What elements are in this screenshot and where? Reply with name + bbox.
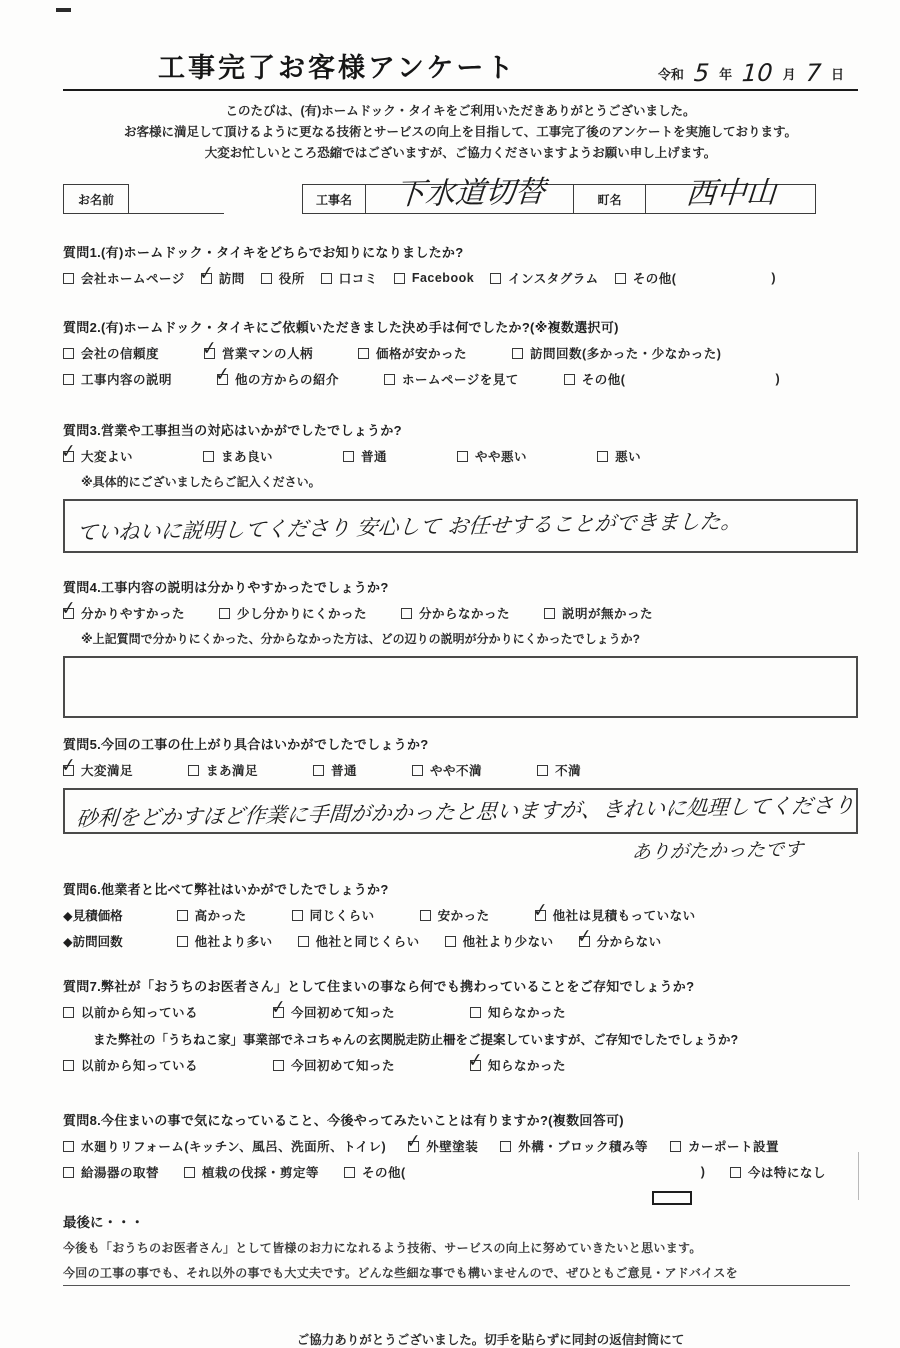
name-input-space[interactable] — [129, 184, 224, 214]
checkmark-icon: ✓ — [60, 439, 77, 463]
option-item — [188, 761, 258, 779]
option-item — [63, 1163, 159, 1181]
option-label: 普通 — [331, 764, 358, 778]
checkbox-unchecked[interactable] — [63, 348, 74, 359]
closing-heading: 最後に・・・ — [63, 1215, 144, 1230]
option-item — [730, 1163, 826, 1181]
option-item — [597, 447, 641, 465]
option-item — [321, 269, 378, 287]
option-label: 安かった — [437, 909, 490, 923]
option-label: 今は特になし — [747, 1166, 826, 1180]
date-field — [654, 58, 848, 88]
page-title: 工事完了お客様アンケート — [158, 53, 517, 83]
checkbox-unchecked[interactable] — [261, 273, 272, 284]
checkbox-checked[interactable] — [201, 336, 218, 360]
option-item — [344, 1163, 705, 1181]
option-item — [470, 1003, 566, 1021]
checkbox-unchecked[interactable] — [412, 765, 423, 776]
checkmark-icon: ✓ — [198, 261, 215, 285]
option-item — [500, 1137, 648, 1155]
checkbox-unchecked[interactable] — [394, 273, 405, 284]
option-label: 知らなかった — [488, 1006, 567, 1020]
option-label: 今回初めて知った — [291, 1059, 396, 1073]
question-4 — [60, 577, 858, 718]
option-label: 水廻りリフォーム(キッチン、風呂、洗面所、トイレ) — [81, 1140, 387, 1154]
checkbox-checked[interactable] — [467, 1048, 484, 1072]
checkbox-unchecked[interactable] — [670, 1141, 681, 1152]
option-label: やや不満 — [430, 764, 483, 778]
option-item — [270, 995, 396, 1021]
paren-close: ) — [771, 271, 776, 285]
question-8 — [63, 1110, 858, 1181]
checkbox-unchecked[interactable] — [470, 1007, 481, 1018]
option-label: 分かりやすかった — [81, 607, 186, 621]
question-title: 質問4.工事内容の説明は分かりやすかったでしょうか? — [63, 580, 389, 595]
checkbox-unchecked[interactable] — [292, 910, 303, 921]
comment-overflow — [63, 836, 803, 863]
option-item — [445, 932, 554, 950]
question-title: 質問8.今住まいの事で気になっていること、今後やってみたいことは有りますか?(複数回答可) — [63, 1113, 624, 1128]
option-label: 工事内容の説明 — [81, 373, 173, 387]
checkbox-unchecked[interactable] — [512, 348, 523, 359]
checkbox-unchecked[interactable] — [401, 608, 412, 619]
intro-line: お客様に満足して頂けるように更なる技術とサービスの向上を目指して、工事完了後のアンケートを実施しております。 — [123, 125, 797, 139]
checkbox-checked[interactable] — [405, 1129, 422, 1153]
checkbox-unchecked[interactable] — [63, 273, 74, 284]
option-label: 役所 — [278, 272, 305, 286]
comment-box-q4-empty[interactable] — [63, 656, 858, 718]
option-item — [412, 761, 482, 779]
option-item — [405, 1129, 479, 1155]
paren-close: ) — [775, 372, 780, 386]
work-name-handwritten: 下水道切替 — [393, 174, 546, 213]
town-label: 町名 — [574, 184, 646, 214]
checkbox-checked[interactable] — [270, 995, 287, 1019]
checkmark-icon: ✓ — [214, 362, 231, 386]
checkmark-icon: ✓ — [60, 753, 77, 777]
option-label: 他社は見積もっていない — [552, 909, 696, 923]
checkmark-icon: ✓ — [532, 898, 549, 922]
option-item — [384, 370, 519, 388]
option-item — [490, 269, 599, 287]
row-prefix-visit-count: ◆訪問回数 — [63, 935, 123, 949]
option-row — [63, 1048, 858, 1074]
option-item — [201, 336, 314, 362]
option-row — [177, 924, 662, 950]
question-title: 質問5.今回の工事の仕上がり具合はいかがでしたでしょうか? — [63, 737, 429, 752]
option-label: 会社の信頼度 — [81, 347, 160, 361]
option-item — [273, 1056, 395, 1074]
option-label: やや悪い — [475, 450, 528, 464]
checkbox-unchecked[interactable] — [184, 1167, 195, 1178]
option-item — [292, 906, 375, 924]
option-row — [177, 898, 696, 924]
comment-box-q3[interactable] — [63, 499, 858, 553]
option-item — [512, 344, 721, 362]
checkbox-checked[interactable] — [60, 439, 77, 463]
option-item — [537, 761, 581, 779]
option-item — [532, 898, 696, 924]
option-label: Facebook — [411, 271, 475, 285]
checkbox-unchecked[interactable] — [597, 451, 608, 462]
option-label: 悪い — [615, 450, 642, 464]
month-value-handwritten: 10 — [741, 58, 774, 88]
option-label: 他の方からの紹介 — [235, 373, 340, 387]
option-label: まあ満足 — [206, 764, 259, 778]
checkbox-unchecked[interactable] — [537, 765, 548, 776]
checkmark-icon: ✓ — [201, 336, 218, 360]
checkbox-unchecked[interactable] — [298, 936, 309, 947]
info-row — [63, 174, 858, 214]
option-row — [63, 995, 858, 1021]
option-label: その他( — [362, 1166, 406, 1180]
paren-close: ) — [700, 1165, 705, 1179]
checkmark-icon: ✓ — [60, 596, 77, 620]
option-label: カーポート設置 — [687, 1140, 779, 1154]
checkbox-unchecked[interactable] — [273, 1060, 284, 1071]
option-item — [184, 1163, 319, 1181]
form-header — [63, 46, 858, 88]
option-item — [467, 1048, 567, 1074]
checkbox-unchecked[interactable] — [457, 451, 468, 462]
option-item — [219, 604, 367, 622]
option-item — [564, 370, 780, 388]
option-label: 給湯器の取替 — [81, 1166, 160, 1180]
option-label: まあ良い — [221, 450, 274, 464]
question-title: 質問6.他業者と比べて弊社はいかがでしたでしょうか? — [63, 882, 389, 897]
option-item — [457, 447, 527, 465]
option-label: 他社より少ない — [462, 935, 554, 949]
handwritten-comment-tail: ありがたかったです — [630, 838, 804, 864]
closing-line: 今後も「おうちのお医者さん」として皆様のお力になれるよう技術、サービスの向上に努めていきたいと思います。 — [63, 1241, 702, 1255]
option-item — [358, 344, 467, 362]
question-2 — [63, 317, 858, 388]
row-prefix-estimate-price: ◆見積価格 — [63, 909, 123, 923]
option-item — [177, 932, 273, 950]
scan-artifact-mark — [56, 8, 71, 12]
option-label: 普通 — [361, 450, 388, 464]
option-item — [63, 370, 172, 388]
option-label: 高かった — [194, 909, 247, 923]
option-label: 口コミ — [338, 272, 378, 286]
option-item — [60, 439, 134, 465]
option-label: インスタグラム — [508, 272, 599, 286]
option-item — [63, 344, 159, 362]
option-label: 外壁塗装 — [426, 1140, 479, 1154]
checkbox-unchecked[interactable] — [358, 348, 369, 359]
option-label: 説明が無かった — [562, 607, 654, 621]
checkbox-unchecked[interactable] — [63, 1141, 74, 1152]
era-label: 令和 — [657, 67, 684, 82]
option-row — [63, 898, 858, 924]
option-item — [544, 604, 653, 622]
option-label: 外構・ブロック積み等 — [518, 1140, 648, 1154]
checkbox-unchecked[interactable] — [321, 273, 332, 284]
option-label: 価格が安かった — [376, 347, 468, 361]
option-label: 同じくらい — [309, 909, 375, 923]
intro-line: 大変お忙しいところ恐縮ではございますが、ご協力くださいますようお願い申し上げます。 — [204, 146, 717, 160]
header-divider — [63, 89, 858, 91]
option-item — [63, 1137, 386, 1155]
option-label: 営業マンの人柄 — [222, 347, 314, 361]
option-label: その他( — [581, 373, 626, 387]
option-label: 訪問 — [218, 272, 245, 286]
option-item — [420, 906, 490, 924]
question-title: 質問1.(有)ホームドック・タイキをどちらでお知りになりましたか? — [63, 245, 464, 260]
checkbox-unchecked[interactable] — [203, 451, 214, 462]
checkbox-checked[interactable] — [214, 362, 231, 386]
cutoff-box-artifact — [652, 1191, 692, 1205]
option-label: 他社と同じくらい — [315, 935, 420, 949]
option-item — [261, 269, 305, 287]
checkmark-icon: ✓ — [405, 1129, 422, 1153]
checkbox-unchecked[interactable] — [63, 1167, 74, 1178]
option-row — [63, 362, 858, 388]
option-row — [63, 1163, 858, 1181]
checkbox-checked[interactable] — [198, 261, 215, 285]
checkbox-unchecked[interactable] — [730, 1167, 741, 1178]
intro-line: このたびは、(有)ホームドック・タイキをご利用いただきありがとうございました。 — [225, 104, 696, 118]
option-row — [63, 336, 858, 362]
checkbox-checked[interactable] — [576, 924, 593, 948]
month-label: 月 — [782, 67, 796, 82]
comment-box-q5[interactable] — [63, 788, 858, 834]
option-label: 植栽の伐採・剪定等 — [202, 1166, 320, 1180]
option-row — [63, 1129, 858, 1155]
question-title: 質問7.弊社が「おうちのお医者さん」として住まいの事なら何でも携わっていることをご存知でしょうか? — [63, 979, 695, 994]
option-label: 不満 — [555, 764, 582, 778]
year-value-handwritten: 5 — [692, 58, 711, 88]
footer-thanks: ご協力ありがとうございました。切手を貼らずに同封の返信封筒にて — [296, 1333, 685, 1347]
work-name-field[interactable] — [366, 174, 574, 214]
option-label: 知らなかった — [488, 1059, 567, 1073]
option-item — [576, 924, 662, 950]
option-label: 以前から知っている — [81, 1059, 199, 1073]
option-item — [670, 1137, 779, 1155]
checkbox-unchecked[interactable] — [188, 765, 199, 776]
name-label: お名前 — [63, 184, 129, 214]
option-item — [60, 596, 186, 622]
option-row — [60, 596, 858, 622]
checkbox-unchecked[interactable] — [544, 608, 555, 619]
town-handwritten: 西中山 — [684, 175, 777, 212]
option-row — [63, 261, 858, 287]
question-6 — [63, 879, 858, 950]
option-item — [313, 761, 357, 779]
checkbox-unchecked[interactable] — [344, 1167, 355, 1178]
checkbox-unchecked[interactable] — [615, 273, 626, 284]
option-label: 少し分かりにくかった — [237, 607, 368, 621]
option-item — [63, 269, 185, 287]
closing-section — [63, 1211, 858, 1286]
option-label: 今回初めて知った — [291, 1006, 396, 1020]
option-item — [203, 447, 273, 465]
question-1 — [63, 242, 858, 287]
write-in-space[interactable] — [406, 1165, 701, 1179]
checkbox-unchecked[interactable] — [445, 936, 456, 947]
checkbox-unchecked[interactable] — [313, 765, 324, 776]
info-spacer — [224, 184, 302, 214]
day-label: 日 — [830, 67, 844, 82]
checkbox-checked[interactable] — [532, 898, 549, 922]
option-label: 分からなかった — [419, 607, 511, 621]
option-item — [343, 447, 387, 465]
intro-text — [63, 101, 858, 164]
option-item — [298, 932, 420, 950]
option-item — [401, 604, 510, 622]
checkbox-unchecked[interactable] — [63, 374, 74, 385]
work-name-label: 工事名 — [302, 184, 366, 214]
checkbox-unchecked[interactable] — [343, 451, 354, 462]
option-row — [63, 924, 858, 950]
option-label: 訪問回数(多かった・少なかった) — [530, 347, 722, 361]
option-label: 会社ホームページ — [81, 272, 185, 286]
checkmark-icon: ✓ — [576, 924, 593, 948]
handwritten-comment: 砂利をどかすほど作業に手間がかかったと思いますが、きれいに処理してくださり — [75, 793, 856, 831]
option-item — [615, 269, 776, 287]
checkbox-unchecked[interactable] — [219, 608, 230, 619]
checkbox-unchecked[interactable] — [177, 910, 188, 921]
checkbox-unchecked[interactable] — [63, 1060, 74, 1071]
write-in-space[interactable] — [676, 271, 771, 285]
option-label: 大変よい — [81, 450, 134, 464]
option-row — [60, 439, 858, 465]
option-item — [198, 261, 245, 287]
day-value-handwritten: 7 — [804, 58, 822, 88]
checkbox-unchecked[interactable] — [420, 910, 431, 921]
option-item — [63, 1056, 198, 1074]
option-item — [214, 362, 340, 388]
checkbox-checked[interactable] — [60, 596, 77, 620]
checkbox-unchecked[interactable] — [384, 374, 395, 385]
sub-question-title: また弊社の「うちねこ家」事業部でネコちゃんの玄関脱走防止柵をご提案していますが、ご存知でしたでしょうか? — [93, 1033, 739, 1047]
scan-artifact-line — [858, 1152, 859, 1200]
checkbox-unchecked[interactable] — [564, 374, 575, 385]
question-title: 質問3.営業や工事担当の対応はいかがでしたでしょうか? — [63, 423, 402, 438]
option-item — [394, 271, 474, 285]
option-label: 分からない — [596, 935, 662, 949]
option-item — [63, 1003, 198, 1021]
write-in-space[interactable] — [625, 372, 775, 386]
checkbox-checked[interactable] — [60, 753, 77, 777]
closing-line-underlined: 今回の工事の事でも、それ以外の事でも大丈夫です。どんな些細な事でも構いませんので、ぜひともご意見・アドバイスを — [63, 1264, 850, 1286]
question-7 — [63, 976, 858, 1074]
checkbox-unchecked[interactable] — [63, 1007, 74, 1018]
town-field[interactable] — [646, 175, 816, 214]
option-label: ホームページを見て — [402, 373, 519, 387]
handwritten-comment: ていねいに説明してくださり 安心して お任せすることができました。 — [75, 509, 743, 545]
question-5 — [60, 734, 858, 864]
question-title: 質問2.(有)ホームドック・タイキにご依頼いただきました決め手は何でしたか?(※複数選択可) — [63, 320, 619, 335]
option-item — [177, 906, 247, 924]
year-label: 年 — [719, 67, 733, 82]
question-note: ※具体的にございましたらご記入ください。 — [81, 475, 321, 489]
question-note: ※上記質問で分かりにくかった、分からなかった方は、どの辺りの説明が分かりにくかったでしょうか? — [81, 632, 641, 646]
question-3 — [60, 420, 858, 553]
option-label: 他社より多い — [194, 935, 273, 949]
option-label: その他( — [632, 272, 677, 286]
checkbox-unchecked[interactable] — [500, 1141, 511, 1152]
checkmark-icon: ✓ — [467, 1048, 484, 1072]
option-row — [60, 753, 858, 779]
option-label: 以前から知っている — [81, 1006, 199, 1020]
option-label: 大変満足 — [81, 764, 134, 778]
checkbox-unchecked[interactable] — [177, 936, 188, 947]
option-item — [60, 753, 134, 779]
checkmark-icon: ✓ — [270, 995, 287, 1019]
checkbox-unchecked[interactable] — [490, 273, 501, 284]
